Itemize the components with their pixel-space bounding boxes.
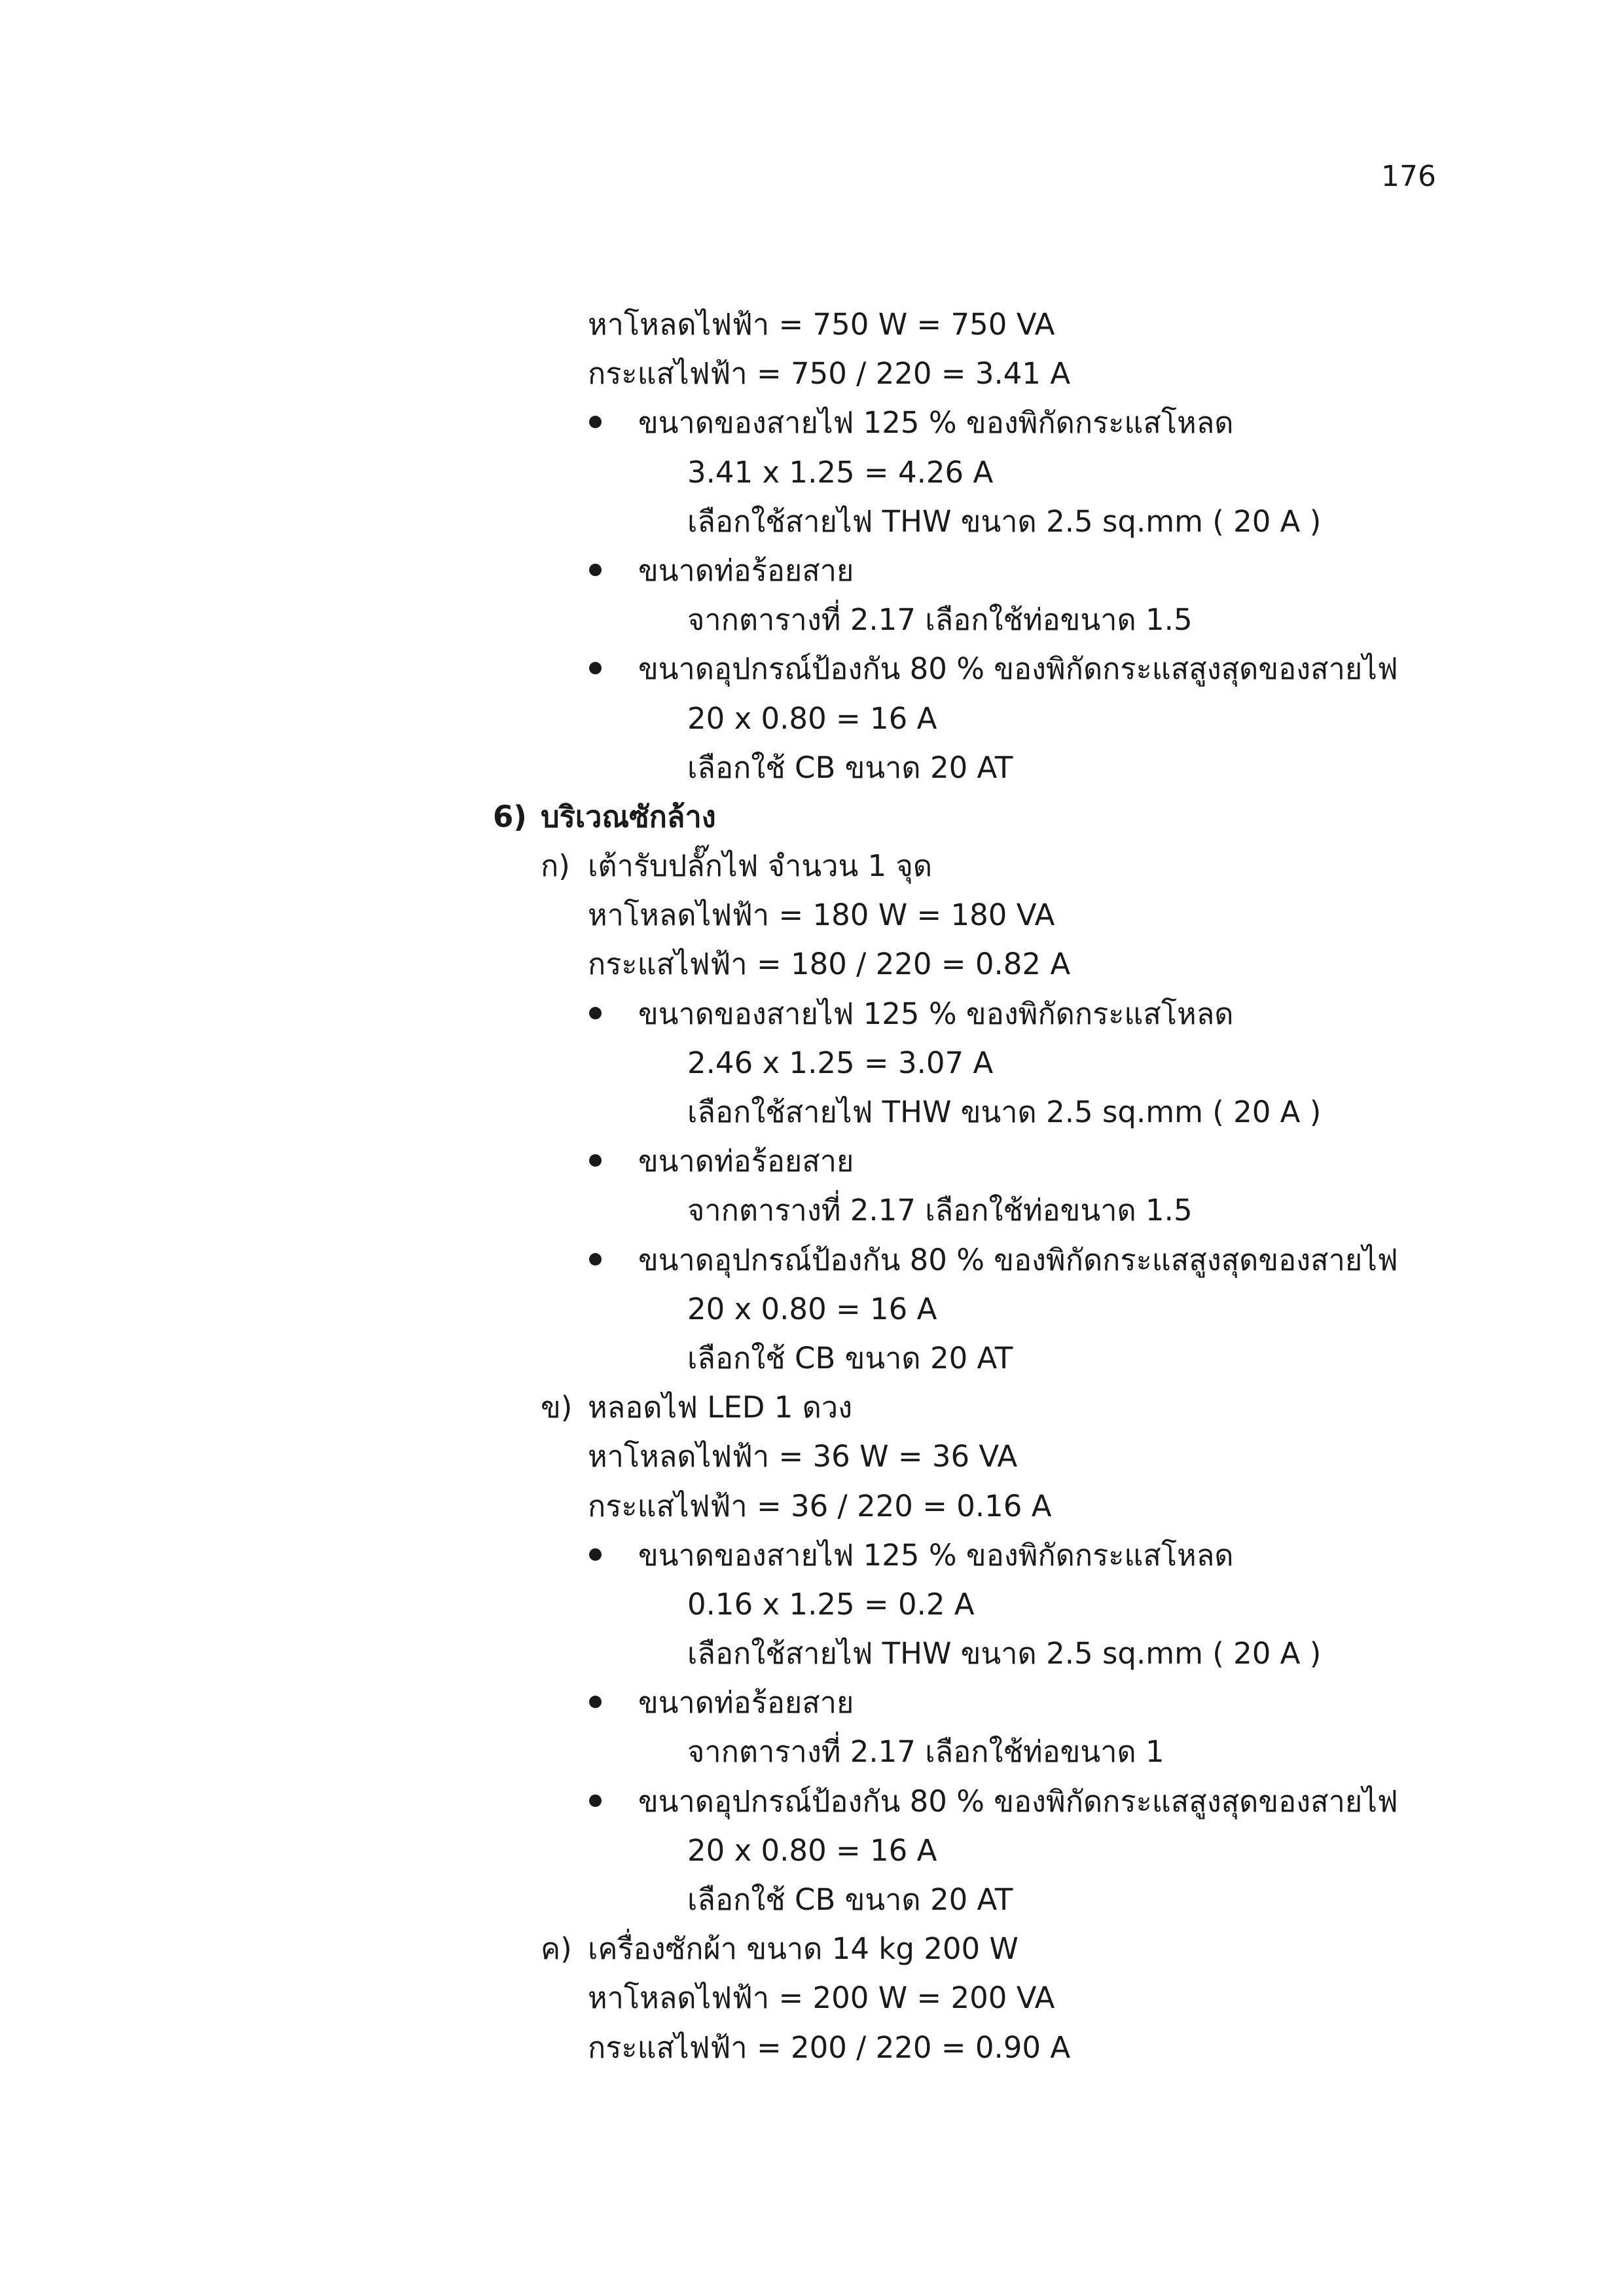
bullet-icon — [589, 416, 602, 428]
bullet-line — [0, 546, 1624, 595]
bullet-icon — [589, 1795, 602, 1807]
text-line — [0, 1580, 1624, 1629]
load-calc: หาโหลดไฟฟ้า = 750 W = 750 VA — [588, 307, 1055, 342]
text-line — [0, 2023, 1624, 2072]
bullet-icon — [589, 1548, 602, 1561]
page-number: 176 — [1381, 160, 1436, 193]
bullet-line — [0, 1235, 1624, 1285]
detail-text: 0.16 x 1.25 = 0.2 A — [687, 1586, 975, 1622]
current-calc: กระแสไฟฟ้า = 750 / 220 = 3.41 A — [588, 356, 1071, 392]
text-line — [0, 890, 1624, 939]
detail-text: 3.41 x 1.25 = 4.26 A — [687, 454, 994, 490]
section-number: 6) — [493, 799, 527, 834]
detail-text: จากตารางที่ 2.17 เลือกใช้ท่อขนาด 1.5 — [687, 602, 1193, 638]
bullet-text: ขนาดท่อร้อยสาย — [638, 553, 854, 588]
bullet-text: ขนาดท่อร้อยสาย — [638, 1685, 854, 1721]
text-line — [0, 1432, 1624, 1481]
bullet-line — [0, 989, 1624, 1038]
item-heading — [0, 841, 1624, 890]
section-heading — [0, 792, 1624, 841]
detail-text: เลือกใช้ CB ขนาด 20 AT — [687, 1882, 1013, 1917]
current-calc: กระแสไฟฟ้า = 200 / 220 = 0.90 A — [588, 2030, 1071, 2065]
text-line — [0, 1334, 1624, 1383]
section-title: บริเวณซักล้าง — [541, 799, 716, 834]
detail-text: เลือกใช้สายไฟ THW ขนาด 2.5 sq.mm ( 20 A ) — [687, 1636, 1322, 1671]
bullet-icon — [589, 1253, 602, 1266]
bullet-icon — [589, 564, 602, 576]
item-heading — [0, 1383, 1624, 1432]
current-calc: กระแสไฟฟ้า = 36 / 220 = 0.16 A — [588, 1488, 1052, 1523]
bullet-line — [0, 1678, 1624, 1727]
item-title: เต้ารับปลั๊กไฟ จำนวน 1 จุด — [588, 848, 933, 884]
document-body — [0, 300, 1624, 2072]
detail-text: 20 x 0.80 = 16 A — [687, 701, 937, 736]
text-line — [0, 300, 1624, 349]
bullet-line — [0, 644, 1624, 693]
current-calc: กระแสไฟฟ้า = 180 / 220 = 0.82 A — [588, 947, 1071, 982]
item-marker: ค) — [541, 1931, 572, 1967]
detail-text: เลือกใช้สายไฟ THW ขนาด 2.5 sq.mm ( 20 A ) — [687, 1095, 1322, 1129]
text-line — [0, 694, 1624, 743]
bullet-icon — [589, 662, 602, 674]
text-line — [0, 1087, 1624, 1137]
load-calc: หาโหลดไฟฟ้า = 200 W = 200 VA — [588, 1980, 1055, 2016]
item-heading — [0, 1924, 1624, 1973]
text-line — [0, 1727, 1624, 1776]
text-line — [0, 497, 1624, 546]
bullet-text: ขนาดของสายไฟ 125 % ของพิกัดกระแสโหลด — [638, 405, 1234, 441]
text-line — [0, 743, 1624, 792]
text-line — [0, 1973, 1624, 2022]
bullet-text: ขนาดของสายไฟ 125 % ของพิกัดกระแสโหลด — [638, 996, 1234, 1031]
bullet-line — [0, 1531, 1624, 1580]
bullet-line — [0, 1137, 1624, 1186]
text-line — [0, 1875, 1624, 1924]
text-line — [0, 595, 1624, 644]
item-marker: ก) — [541, 848, 570, 884]
text-line — [0, 1826, 1624, 1875]
text-line — [0, 349, 1624, 398]
bullet-text: ขนาดอุปกรณ์ป้องกัน 80 % ของพิกัดกระแสสูงสุดของสายไฟ — [638, 651, 1398, 687]
detail-text: จากตารางที่ 2.17 เลือกใช้ท่อขนาด 1.5 — [687, 1193, 1193, 1228]
load-calc: หาโหลดไฟฟ้า = 36 W = 36 VA — [588, 1439, 1018, 1474]
load-calc: หาโหลดไฟฟ้า = 180 W = 180 VA — [588, 898, 1055, 933]
item-marker: ข) — [541, 1390, 573, 1425]
bullet-icon — [589, 1696, 602, 1708]
bullet-icon — [589, 1154, 602, 1167]
bullet-text: ขนาดอุปกรณ์ป้องกัน 80 % ของพิกัดกระแสสูงสุดของสายไฟ — [638, 1242, 1398, 1277]
bullet-text: ขนาดท่อร้อยสาย — [638, 1144, 854, 1179]
bullet-text: ขนาดอุปกรณ์ป้องกัน 80 % ของพิกัดกระแสสูงสุดของสายไฟ — [638, 1783, 1398, 1819]
text-line — [0, 1629, 1624, 1678]
bullet-icon — [589, 1007, 602, 1019]
item-title: หลอดไฟ LED 1 ดวง — [588, 1390, 853, 1425]
text-line — [0, 939, 1624, 989]
detail-text: 20 x 0.80 = 16 A — [687, 1832, 937, 1868]
text-line — [0, 1038, 1624, 1087]
detail-text: เลือกใช้ CB ขนาด 20 AT — [687, 1340, 1013, 1376]
bullet-line — [0, 398, 1624, 447]
bullet-text: ขนาดของสายไฟ 125 % ของพิกัดกระแสโหลด — [638, 1537, 1234, 1573]
detail-text: เลือกใช้สายไฟ THW ขนาด 2.5 sq.mm ( 20 A ) — [687, 503, 1322, 539]
detail-text: 20 x 0.80 = 16 A — [687, 1291, 937, 1326]
text-line — [0, 1186, 1624, 1235]
text-line — [0, 1285, 1624, 1334]
item-title: เครื่องซักผ้า ขนาด 14 kg 200 W — [588, 1931, 1019, 1967]
detail-text: 2.46 x 1.25 = 3.07 A — [687, 1045, 994, 1080]
text-line — [0, 448, 1624, 497]
detail-text: จากตารางที่ 2.17 เลือกใช้ท่อขนาด 1 — [687, 1734, 1164, 1770]
detail-text: เลือกใช้ CB ขนาด 20 AT — [687, 750, 1013, 785]
text-line — [0, 1482, 1624, 1531]
bullet-line — [0, 1777, 1624, 1826]
